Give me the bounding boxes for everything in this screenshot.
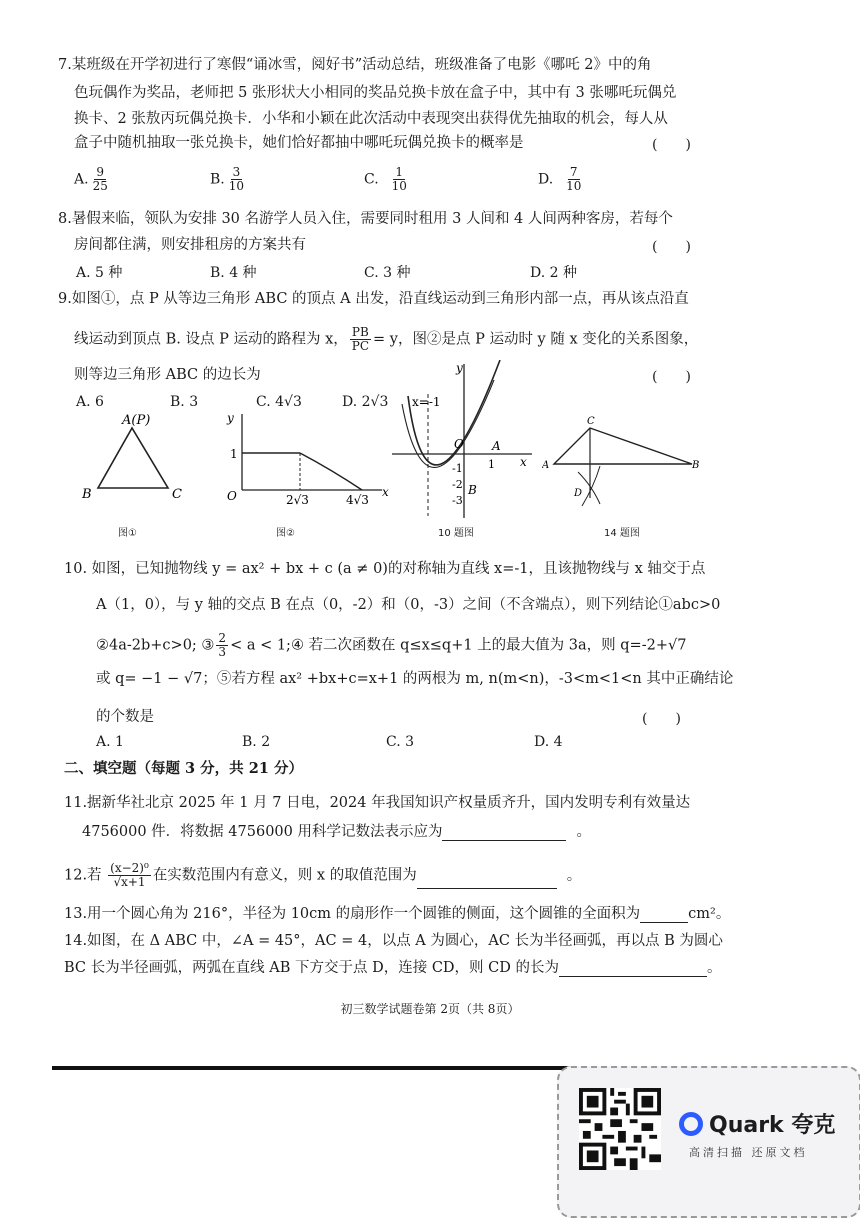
- q9-line2: 线运动到顶点 B. 设点 P 运动的路程为 x， $\frac{PB}{PC}$ = y，图②是点 P 运动时 y 随 x 变化的关系图象，: [74, 325, 699, 353]
- q10-option-c: C. 3: [386, 734, 415, 750]
- fig4-arc-1: [582, 466, 600, 506]
- q9-option-c: C. 4√3: [256, 394, 302, 410]
- q9-line1: 9.如图①，点 P 从等边三角形 ABC 的顶点 A 出发，沿直线运动到三角形内部一点，再从该点沿直: [58, 291, 689, 307]
- triangle-abc: [98, 428, 168, 488]
- fig3-y-label: y: [456, 361, 463, 375]
- q10-answer-paren: ( ): [642, 711, 681, 727]
- fig2-origin: O: [227, 489, 237, 503]
- q9-option-a: A. 6: [76, 394, 104, 410]
- q7-option-a: A. $\frac{9}{25}$: [74, 165, 108, 193]
- q7-option-c: C. $\frac{1}{10}$: [364, 165, 407, 193]
- fig3-caption: 10 题图: [438, 528, 474, 539]
- fig2-curve-segment: [300, 453, 362, 490]
- figure-1-triangle: [80, 408, 190, 508]
- q9-answer-paren: ( ): [652, 369, 691, 385]
- fig4-label-c: C: [587, 416, 595, 427]
- q10-option-d: D. 4: [534, 734, 563, 750]
- q7-line1: 7.某班级在开学初进行了寒假“诵冰雪，阅好书”活动总结，班级准备了电影《哪吒 2》中的角: [58, 57, 652, 73]
- q7-line3: 换卡、2 张敖丙玩偶兑换卡．小华和小颖在此次活动中表现突出获得优先抽取的机会，每人从: [74, 111, 668, 127]
- fig3-origin: O: [454, 437, 464, 451]
- qr-code-icon: [579, 1088, 661, 1170]
- q7-line4: 盒子中随机抽取一张兑换卡，她们恰好都抽中哪吒玩偶兑换卡的概率是: [74, 135, 524, 151]
- fig4-caption: 14 题图: [604, 528, 640, 539]
- q8-line1: 8.暑假来临，领队为安排 30 名游学人员入住，需要同时租用 3 人间和 4 人间两种客房，若每个: [58, 211, 673, 227]
- q14-line1: 14.如图，在 Δ ABC 中，∠A = 45°，AC = 4，以点 A 为圆心，AC 长为半径画弧，再以点 B 为圆心: [64, 933, 723, 949]
- quark-brand: Quark 夸克: [679, 1108, 835, 1139]
- q14-answer-blank: [559, 958, 707, 977]
- fig3-tick-1: 1: [488, 458, 495, 471]
- fig2-x-tick-2: 4√3: [346, 493, 369, 507]
- fig1-label-c: C: [172, 487, 182, 502]
- q10-option-b: B. 2: [242, 734, 271, 750]
- fig3-tick-m3: -3: [452, 494, 463, 507]
- q9-option-d: D. 2√3: [342, 394, 389, 410]
- q10-option-a: A. 1: [96, 734, 124, 750]
- fig3-tick-m2: -2: [452, 478, 463, 491]
- q10-line1: 10. 如图，已知抛物线 y = ax² + bx + c (a ≠ 0)的对称轴为直线 x=-1，且该抛物线与 x 轴交于点: [64, 561, 706, 577]
- q8-option-d: D. 2 种: [530, 265, 577, 281]
- q10-line5: 的个数是: [96, 709, 154, 725]
- q10-line2: A（1，0），与 y 轴的交点 B 在点（0，-2）和（0，-3）之间（不含端点），则下列结论①abc>0: [96, 597, 721, 613]
- fig1-caption: 图①: [118, 528, 137, 539]
- figure-2-graph: [222, 408, 392, 508]
- fig2-x-tick-1: 2√3: [286, 493, 309, 507]
- fig3-axis-label: x=-1: [412, 395, 441, 409]
- fig4-triangle: [554, 428, 692, 464]
- q7-option-b: B. $\frac{3}{10}$: [210, 165, 245, 193]
- q10-line3: ②4a-2b+c>0; ③ $\frac{2}{3}$ < a < 1;④ 若二次函数在 q≤x≤q+1 上的最大值为 3a，则 q=-2+√7: [96, 631, 687, 659]
- q12-answer-blank: [417, 870, 557, 889]
- q9-line3: 则等边三角形 ABC 的边长为: [74, 367, 261, 383]
- q8-answer-paren: ( ): [652, 239, 691, 255]
- q13-answer-blank: [640, 904, 688, 923]
- q10-line4: 或 q= −1 − √7；⑤若方程 ax² +bx+c=x+1 的两根为 m, n(m<n)，-3<m<1<n 其中正确结论: [96, 671, 734, 687]
- q11-answer-blank: [442, 822, 566, 841]
- q8-option-b: B. 4 种: [210, 265, 257, 281]
- q14-line2: BC 长为半径画弧，两弧在直线 AB 下方交于点 D，连接 CD，则 CD 的长为 。: [64, 960, 722, 976]
- q13-line: 13.用一个圆心角为 216°，半径为 10cm 的扇形作一个圆锥的侧面，这个圆锥的全面积为 cm²。: [64, 906, 731, 922]
- fig4-label-b: B: [692, 460, 700, 471]
- fig4-label-a: A: [542, 460, 550, 471]
- quark-logo-icon: [679, 1112, 703, 1136]
- q11-line2: 4756000 件．将数据 4756000 用科学记数法表示应为 。: [82, 824, 591, 840]
- fig2-x-label: x: [382, 485, 389, 499]
- q12-line: 12.若 $\frac{\text{(x−2)⁰}}{√x+1}$ 在实数范围内有意义，则 x 的取值范围为 。: [64, 861, 582, 889]
- q7-answer-paren: ( ): [652, 137, 691, 153]
- quark-watermark: [557, 1066, 860, 1218]
- fig1-label-apex: A(P): [122, 413, 151, 428]
- q8-line2: 房间都住满，则安排租房的方案共有: [74, 237, 306, 253]
- fig4-label-d: D: [574, 488, 583, 499]
- fig3-point-a: A: [492, 439, 501, 453]
- figure-3-parabola: [392, 360, 542, 520]
- q7-option-d: D. $\frac{7}{10}$: [538, 165, 582, 193]
- section-2-title: 二、填空题（每题 3 分，共 21 分）: [64, 760, 303, 777]
- q8-option-c: C. 3 种: [364, 265, 411, 281]
- fig2-y-tick: 1: [230, 447, 238, 461]
- figure-4-construction: [542, 412, 702, 512]
- q8-option-a: A. 5 种: [76, 265, 123, 281]
- quark-slogan: 高清扫描 还原文档: [689, 1146, 808, 1159]
- q9-option-b: B. 3: [170, 394, 199, 410]
- fig3-point-b: B: [468, 483, 477, 497]
- fig3-x-label: x: [520, 455, 527, 469]
- page-footer: 初三数学试题卷第 2页（共 8页）: [340, 1002, 520, 1016]
- q7-line2: 色玩偶作为奖品，老师把 5 张形状大小相同的奖品兑换卡放在盒子中，其中有 3 张哪吒玩偶兑: [74, 85, 677, 101]
- q11-line1: 11.据新华社北京 2025 年 1 月 7 日电，2024 年我国知识产权量质齐升，国内发明专利有效量达: [64, 795, 691, 811]
- fig3-tick-m1: -1: [452, 462, 463, 475]
- fig1-label-b: B: [82, 487, 92, 502]
- fig2-y-label: y: [227, 411, 234, 425]
- fig2-caption: 图②: [276, 528, 295, 539]
